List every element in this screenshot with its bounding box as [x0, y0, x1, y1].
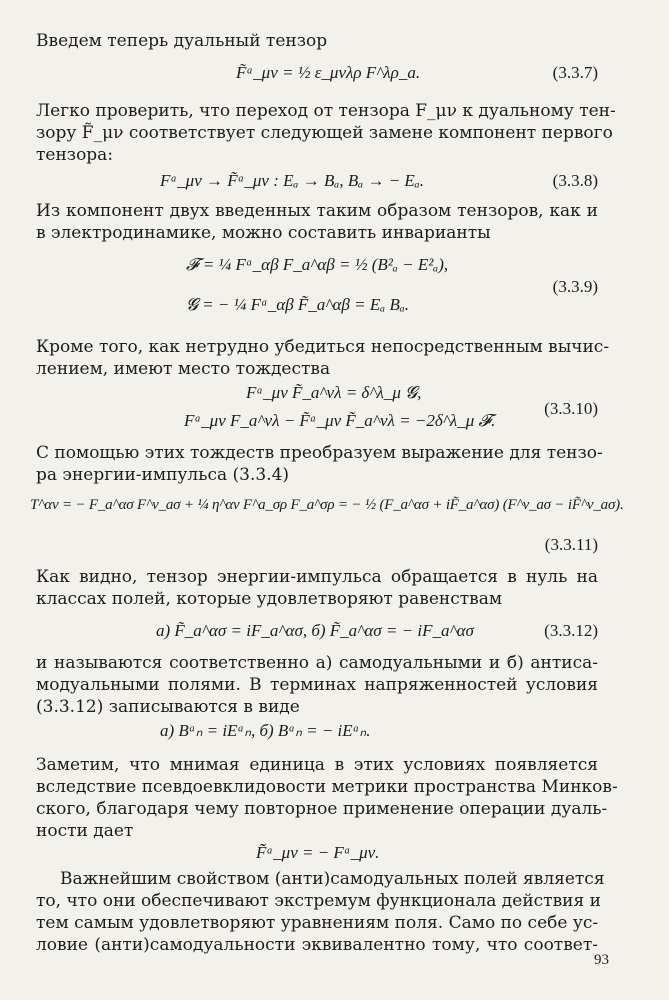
paragraph-line: ра энергии-импульса (3.3.4) [36, 465, 290, 485]
paragraph-line: Важнейшим свойством (анти)самодуальных полей является [60, 869, 605, 889]
paragraph-line: ности дает [36, 821, 134, 841]
equation-number: (3.3.9) [552, 277, 598, 296]
paragraph-line: модуальными полями. В терминах напряженностей условия [36, 675, 598, 695]
equation-3-3-10-second: Fᵃ_μν F_a^νλ − F̃ᵃ_μν F̃_a^νλ = −2δ^λ_μ 𝓕. [184, 411, 496, 430]
paragraph-line: (3.3.12) записываются в виде [36, 697, 300, 717]
equation-double-dual: F̃̃ᵃ_μν = − Fᵃ_μν. [256, 843, 380, 862]
paragraph-line: и называются соответственно а) самодуальными и б) антиса- [36, 653, 598, 673]
equation-number: (3.3.7) [552, 63, 598, 82]
equation-3-3-9-first: 𝓕 = ¼ Fᵃ_αβ F_a^αβ = ½ (B²ₐ − E²ₐ), [186, 255, 449, 274]
paragraph-line: Легко проверить, что переход от тензора F_μν к дуальному тен- [36, 101, 616, 121]
paragraph-line: лением, имеют место тождества [36, 359, 331, 379]
paragraph-line: С помощью этих тождеств преобразуем выражение для тензо- [36, 443, 603, 463]
equation-number: (3.3.8) [552, 171, 598, 190]
paragraph-line: ского, благодаря чему повторное применение операции дуаль- [36, 799, 608, 819]
paragraph-line: Введем теперь дуальный тензор [36, 31, 328, 51]
paragraph-line: Кроме того, как нетрудно убедиться непосредственным вычис- [36, 337, 610, 357]
paragraph-line: классах полей, которые удовлетворяют равенствам [36, 589, 503, 609]
equation-number: (3.3.12) [544, 621, 598, 640]
equation-conditions: а) Bᵃₙ = iEᵃₙ, б) Bᵃₙ = − iEᵃₙ. [160, 721, 371, 740]
equation-3-3-8: Fᵃ_μν → F̃ᵃ_μν : Eₐ → Bₐ, Bₐ → − Eₐ. [160, 171, 425, 190]
equation-3-3-10-first: Fᵃ_μν F̃_a^νλ = δ^λ_μ 𝓖, [246, 383, 422, 402]
paragraph-line: зору F̃_μν соответствует следующей замене компонент первого [36, 123, 613, 143]
equation-3-3-7: F̃ᵃ_μν = ½ ε_μνλρ F^λρ_a. [236, 63, 421, 82]
equation-3-3-11: T^αν = − F_a^ασ F^ν_aσ + ¼ η^αν F^a_σρ F_a^σρ = − ½ (F_a^ασ + iF̃_a^ασ) (F^ν_aσ − iF̃^ν_aσ). [30, 497, 624, 513]
paragraph-line: Заметим, что мнимая единица в этих условиях появляется [36, 755, 598, 775]
equation-number: (3.3.10) [544, 399, 598, 418]
paragraph-line: вследствие псевдоевклидовости метрики пространства Минков- [36, 777, 618, 797]
paragraph-line: тензора: [36, 145, 114, 165]
paragraph-line: Из компонент двух введенных таким образом тензоров, как и [36, 201, 598, 221]
equation-number: (3.3.11) [544, 535, 598, 554]
paragraph-line: Как видно, тензор энергии-импульса обращается в нуль на [36, 567, 598, 587]
equation-3-3-12: а) F̃_a^ασ = iF_a^ασ, б) F̃_a^ασ = − iF_a^ασ [156, 621, 474, 640]
equation-3-3-9-second: 𝓖 = − ¼ Fᵃ_αβ F̃_a^αβ = Eₐ Bₐ. [186, 295, 410, 314]
paragraph-line: ловие (анти)самодуальности эквивалентно тому, что соответ- [36, 935, 598, 955]
paragraph-line: то, что они обеспечивают экстремум функционала действия и [36, 891, 601, 911]
paragraph-line: тем самым удовлетворяют уравнениям поля. Само по себе ус- [36, 913, 599, 933]
paragraph-line: в электродинамике, можно составить инварианты [36, 223, 491, 243]
page-number: 93 [594, 952, 609, 968]
